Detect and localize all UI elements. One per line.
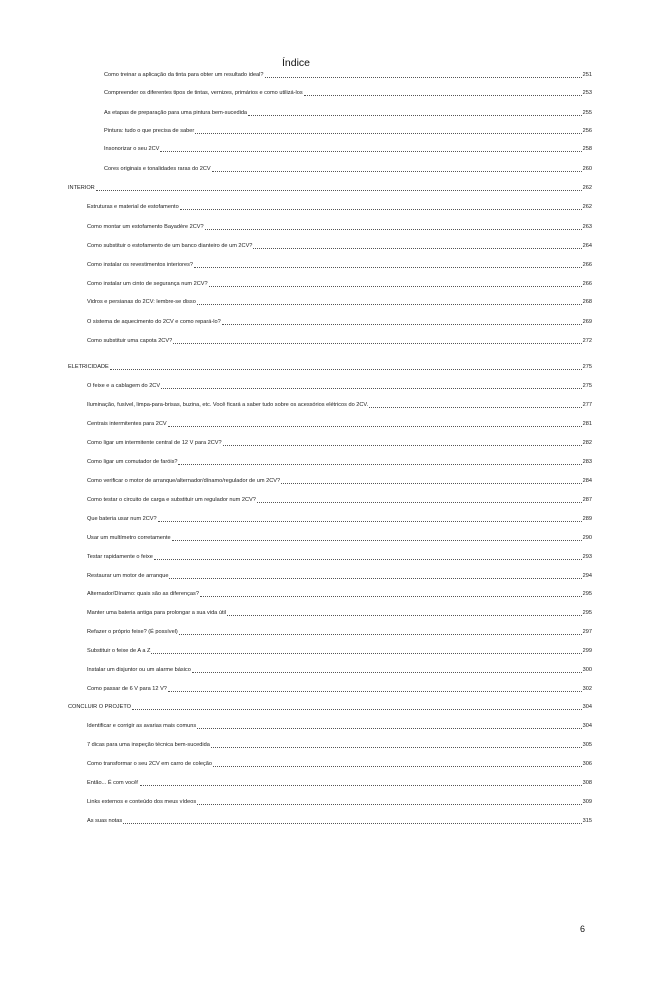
toc-entry-title: Refazer o próprio feixe? (É possível) — [87, 629, 178, 635]
dot-leader — [281, 483, 582, 484]
toc-entry-title: Estruturas e material de estofamento — [87, 204, 179, 210]
toc-entry-page: 260 — [582, 166, 592, 172]
dot-leader — [227, 615, 582, 616]
toc-entry[interactable] — [87, 686, 592, 693]
dot-leader — [168, 426, 582, 427]
toc-entry[interactable] — [87, 780, 592, 787]
dot-leader — [265, 77, 582, 78]
dot-leader — [132, 709, 582, 710]
toc-entry[interactable] — [87, 440, 592, 447]
dot-leader — [200, 596, 582, 597]
toc-entry-title: Vidros e persianas do 2CV: lembre-se disso — [87, 299, 196, 305]
toc-entry-page: 305 — [582, 742, 592, 748]
toc-entry[interactable] — [87, 262, 592, 269]
toc-entry[interactable] — [87, 667, 592, 674]
toc-entry-title: Como instalar os revestimentos interiores? — [87, 262, 194, 268]
toc-entry-page: 263 — [582, 224, 592, 230]
dot-leader — [195, 133, 581, 134]
toc-entry[interactable] — [87, 818, 592, 825]
toc-entry-title: Centrais intermitentes para 2CV — [87, 421, 167, 427]
toc-entry-title: Como ligar um intermitente central de 12 V para 2CV? — [87, 440, 222, 446]
dot-leader — [205, 229, 582, 230]
toc-entry[interactable] — [87, 761, 592, 768]
dot-leader — [304, 95, 582, 96]
toc-entry-title: Cores originais e tonalidades raras do 2CV — [104, 166, 211, 172]
toc-entry-title: Como ligar um comutador de faróis? — [87, 459, 178, 465]
toc-entry-page: 264 — [582, 243, 592, 249]
toc-entry-title: Como treinar a aplicação da tinta para obter um resultado ideal? — [104, 72, 264, 78]
toc-entry[interactable] — [87, 554, 592, 561]
dot-leader — [197, 728, 582, 729]
dot-leader — [168, 691, 582, 692]
toc-entry-title: Então... É com você! — [87, 780, 139, 786]
toc-entry[interactable] — [87, 573, 592, 580]
dot-leader — [248, 115, 582, 116]
toc-entry-page: 269 — [582, 319, 592, 325]
toc-entry-page: 302 — [582, 686, 592, 692]
toc-entry-title: Usar um multímetro corretamente — [87, 535, 171, 541]
dot-leader — [369, 407, 581, 408]
dot-leader — [169, 578, 581, 579]
toc-entry-page: 293 — [582, 554, 592, 560]
dot-leader — [179, 634, 582, 635]
dot-leader — [172, 540, 582, 541]
toc-entry-page: 262 — [582, 185, 592, 191]
dot-leader — [192, 672, 582, 673]
toc-entry[interactable] — [87, 478, 592, 485]
toc-entry-title: 7 dicas para uma inspeção técnica bem-sucedida — [87, 742, 210, 748]
dot-leader — [123, 823, 582, 824]
toc-entry-title: Compreender os diferentes tipos de tintas, vernizes, primários e como utilizá-los — [104, 90, 303, 96]
page-title: Índice — [281, 57, 311, 69]
toc-entry[interactable] — [87, 629, 592, 636]
toc-entry-page: 268 — [582, 299, 592, 305]
dot-leader — [158, 521, 582, 522]
dot-leader — [257, 502, 582, 503]
toc-entry[interactable] — [87, 799, 592, 806]
toc-entry-title: Como verificar o motor de arranque/alternador/dínamo/regulador de um 2CV? — [87, 478, 281, 484]
toc-entry-page: 289 — [582, 516, 592, 522]
dot-leader — [253, 248, 581, 249]
toc-entry-page: 283 — [582, 459, 592, 465]
toc-entry-title: O sistema de aquecimento do 2CV e como repará-lo? — [87, 319, 221, 325]
toc-entry[interactable] — [104, 166, 592, 173]
toc-entry-title: Instalar um disjuntor ou um alarme básico — [87, 667, 191, 673]
toc-entry[interactable] — [104, 110, 592, 117]
dot-leader — [160, 151, 581, 152]
dot-leader — [154, 559, 582, 560]
toc-entry-title: Pintura: tudo o que precisa de saber — [104, 128, 195, 134]
toc-entry-page: 315 — [582, 818, 592, 824]
dot-leader — [197, 804, 582, 805]
dot-leader — [209, 286, 582, 287]
toc-entry-title: Restaurar um motor de arranque — [87, 573, 169, 579]
toc-entry-page: 300 — [582, 667, 592, 673]
toc-entry-page: 275 — [582, 364, 592, 370]
toc-entry-page: 306 — [582, 761, 592, 767]
toc-entry-page: 272 — [582, 338, 592, 344]
toc-entry[interactable] — [87, 516, 592, 523]
toc-entry-page: 262 — [582, 204, 592, 210]
dot-leader — [161, 388, 582, 389]
toc-entry[interactable] — [87, 535, 592, 542]
toc-entry[interactable] — [68, 364, 592, 371]
toc-entry[interactable] — [87, 497, 592, 504]
toc-entry-page: 290 — [582, 535, 592, 541]
toc-entry[interactable] — [87, 299, 592, 306]
toc-entry-title: O feixe e a cablagem do 2CV — [87, 383, 161, 389]
toc-entry[interactable] — [68, 704, 592, 711]
dot-leader — [223, 445, 582, 446]
toc-entry-title: Substituir o feixe de A a Z — [87, 648, 151, 654]
toc-entry[interactable] — [68, 185, 592, 192]
toc-entry[interactable] — [87, 224, 592, 231]
toc-entry[interactable] — [87, 338, 592, 345]
toc-entry-title: Insonorizar o seu 2CV — [104, 146, 160, 152]
toc-entry-title: Como substituir uma capota 2CV? — [87, 338, 173, 344]
toc-entry-title: Testar rapidamente o feixe — [87, 554, 153, 560]
toc-entry[interactable] — [87, 742, 592, 749]
toc-entry[interactable] — [104, 128, 592, 135]
toc-entry[interactable] — [87, 281, 592, 288]
toc-entry-title: CONCLUIR O PROJETO — [68, 704, 131, 710]
toc-entry-title: Alternador/Dínamo: quais são as diferenças? — [87, 591, 199, 597]
dot-leader — [197, 304, 582, 305]
toc-entry-title: Links externos e conteúdo dos meus vídeos — [87, 799, 197, 805]
toc-entry-page: 308 — [582, 780, 592, 786]
toc-entry[interactable] — [87, 204, 592, 211]
toc-entry[interactable] — [87, 319, 592, 326]
toc-entry-page: 287 — [582, 497, 592, 503]
toc-entry[interactable] — [87, 243, 592, 250]
toc-entry-page: 295 — [582, 610, 592, 616]
toc-entry[interactable] — [87, 591, 592, 598]
dot-leader — [194, 267, 582, 268]
toc-entry-page: 309 — [582, 799, 592, 805]
toc-entry-title: INTERIOR — [68, 185, 95, 191]
toc-entry-page: 266 — [582, 262, 592, 268]
toc-entry-title: Como substituir o estofamento de um banco dianteiro de um 2CV? — [87, 243, 253, 249]
toc-entry-title: Que bateria usar num 2CV? — [87, 516, 157, 522]
toc-entry[interactable] — [87, 648, 592, 655]
toc-entry[interactable] — [87, 459, 592, 466]
toc-entry-title: Como montar um estofamento Bayadère 2CV? — [87, 224, 204, 230]
dot-leader — [178, 464, 581, 465]
toc-entry-title: ELETRICIDADE — [68, 364, 109, 370]
toc-entry[interactable] — [104, 146, 592, 153]
toc-entry-page: 299 — [582, 648, 592, 654]
page-number: 6 — [580, 924, 586, 934]
toc-entry-page: 275 — [582, 383, 592, 389]
toc-entry-title: Como instalar um cinto de segurança num 2CV? — [87, 281, 208, 287]
toc-entry-page: 255 — [582, 110, 592, 116]
toc-entry-page: 304 — [582, 723, 592, 729]
toc-entry[interactable] — [87, 610, 592, 617]
toc-entry-title: Como passar de 6 V para 12 V? — [87, 686, 167, 692]
toc-entry[interactable] — [104, 90, 592, 97]
toc-entry[interactable] — [87, 421, 592, 428]
dot-leader — [212, 171, 582, 172]
dot-leader — [96, 190, 582, 191]
toc-entry-page: 282 — [582, 440, 592, 446]
toc-entry[interactable] — [87, 402, 592, 409]
dot-leader — [180, 209, 582, 210]
toc-entry-page: 258 — [582, 146, 592, 152]
toc-entry[interactable] — [87, 383, 592, 390]
toc-entry-page: 256 — [582, 128, 592, 134]
toc-entry-page: 266 — [582, 281, 592, 287]
toc-entry-title: Como testar o circuito de carga e substituir um regulador num 2CV? — [87, 497, 256, 503]
toc-entry-page: 297 — [582, 629, 592, 635]
toc-entry-title: Como transformar o seu 2CV em carro de coleção — [87, 761, 212, 767]
toc-entry-title: Manter uma bateria antiga para prolongar a sua vida útil — [87, 610, 226, 616]
toc-entry[interactable] — [87, 723, 592, 730]
toc-entry-page: 251 — [582, 72, 592, 78]
toc-entry-page: 295 — [582, 591, 592, 597]
toc-entry-title: As suas notas — [87, 818, 123, 824]
toc-entry-title: As etapas de preparação para uma pintura bem-sucedida — [104, 110, 248, 116]
toc-entry-page: 294 — [582, 573, 592, 579]
dot-leader — [222, 324, 582, 325]
dot-leader — [173, 343, 581, 344]
toc-entry[interactable] — [104, 72, 592, 79]
toc-entry-title: Identificar e corrigir as avarias mais comuns — [87, 723, 197, 729]
toc-entry-page: 281 — [582, 421, 592, 427]
toc-entry-title: Iluminação, fusível, limpa-para-brisas, buzina, etc. Você ficará a saber tudo sobre os acessórios elétricos do 2CV. — [87, 402, 369, 408]
toc-entry-page: 253 — [582, 90, 592, 96]
dot-leader — [211, 747, 582, 748]
toc-entry-page: 284 — [582, 478, 592, 484]
dot-leader — [151, 653, 581, 654]
dot-leader — [140, 785, 582, 786]
toc-entry-page: 304 — [582, 704, 592, 710]
toc-entry-page: 277 — [582, 402, 592, 408]
dot-leader — [110, 369, 582, 370]
dot-leader — [213, 766, 582, 767]
